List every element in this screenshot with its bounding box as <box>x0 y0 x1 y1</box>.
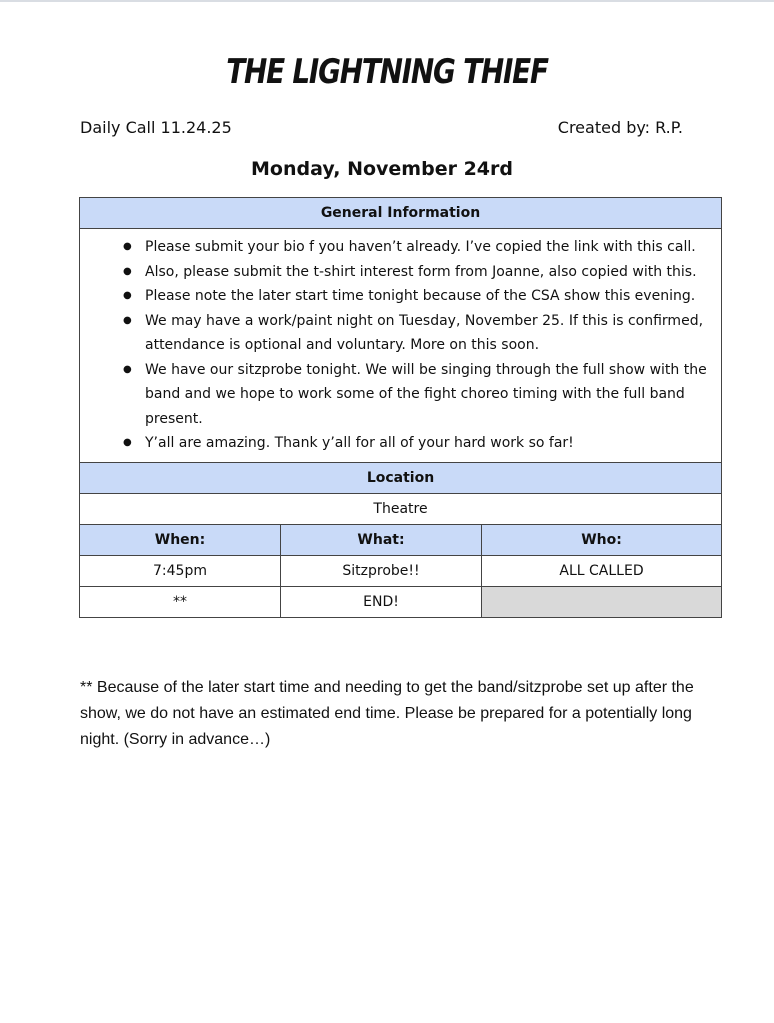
schedule-who-empty <box>482 586 722 617</box>
schedule-what: Sitzprobe!! <box>281 555 482 586</box>
list-item: ● We may have a work/paint night on Tuesday, November 25. If this is confirmed, attendance is optional and voluntary. More on this soon. <box>145 309 715 358</box>
list-item: ● Please submit your bio f you haven’t already. I’ve copied the link with this call. <box>145 235 715 260</box>
schedule-when: ** <box>80 586 281 617</box>
table-row <box>80 555 722 586</box>
daily-call-label: Daily Call 11.24.25 <box>80 118 232 137</box>
location-value: Theatre <box>80 493 722 524</box>
document-title: THE LIGHTNING THIEF <box>226 52 548 92</box>
schedule-who: ALL CALLED <box>482 555 722 586</box>
schedule-what: END! <box>281 586 482 617</box>
general-info-heading: General Information <box>80 198 722 229</box>
table-row <box>80 586 722 617</box>
footnote: ** Because of the later start time and needing to get the band/sitzprobe set up after the show, we do not have an estimated end time. Please be prepared for a potentially long night. (Sorry in advance…) <box>80 679 694 748</box>
list-item: ● Also, please submit the t-shirt interest form from Joanne, also copied with this. <box>145 260 715 285</box>
column-header-when: When: <box>80 524 281 555</box>
list-item: ● Please note the later start time tonight because of the CSA show this evening. <box>145 284 715 309</box>
created-by-label: Created by: R.P. <box>557 118 683 137</box>
location-heading: Location <box>80 462 722 493</box>
column-header-what: What: <box>281 524 482 555</box>
general-info-list <box>80 229 721 462</box>
list-item: ● Y’all are amazing. Thank y’all for all of your hard work so far! <box>145 431 715 456</box>
list-item: ● We have our sitzprobe tonight. We will be singing through the full show with the band and we hope to work some of the fight choreo timing with the full band present. <box>145 358 715 432</box>
general-info-body <box>80 229 722 463</box>
page-top-border <box>0 0 774 6</box>
call-date: Monday, November 24rd <box>251 158 513 180</box>
call-sheet-table <box>79 197 722 618</box>
column-header-who: Who: <box>482 524 722 555</box>
schedule-when: 7:45pm <box>80 555 281 586</box>
